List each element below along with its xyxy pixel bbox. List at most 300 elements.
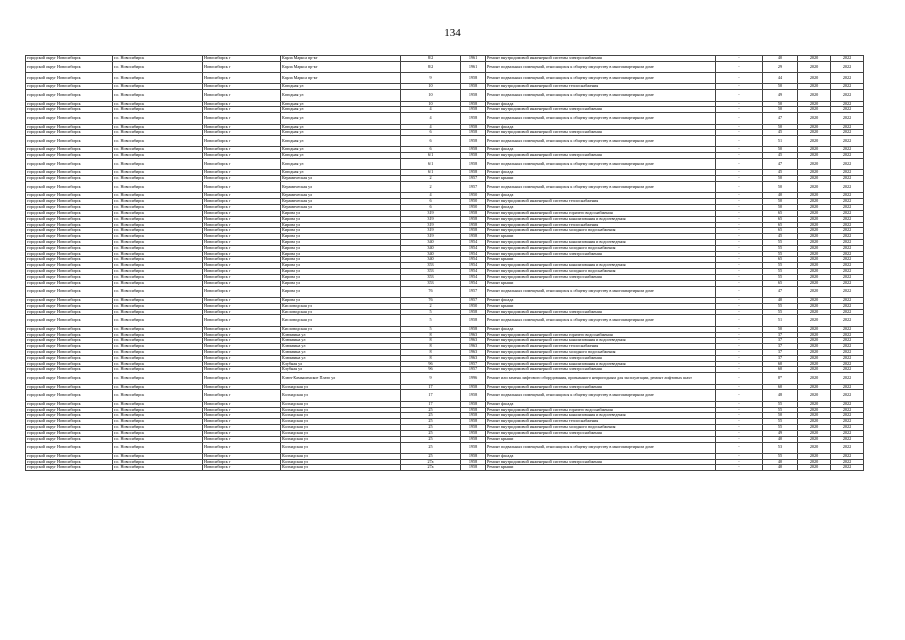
- work-type-cell: Ремонт внутридомовой инженерной системы электроснабжения: [486, 251, 716, 257]
- build-year-cell: 1958: [461, 315, 486, 326]
- wear-percent-cell: 8*: [763, 373, 798, 384]
- start-year-cell: 2020: [798, 401, 831, 407]
- district-cell: городской округ Новосибирск: [26, 101, 113, 107]
- start-year-cell: 2020: [798, 73, 831, 84]
- start-year-cell: 2020: [798, 297, 831, 303]
- work-type-cell: Ремонт внутридомовой инженерной системы электроснабжения: [486, 430, 716, 436]
- wear-percent-cell: 65: [763, 280, 798, 286]
- house-number-cell: 4: [401, 124, 461, 130]
- house-number-cell: 2: [401, 176, 461, 182]
- dash-cell: -: [716, 73, 763, 84]
- city-cell: Новосибирск г: [203, 251, 281, 257]
- city-cell: Новосибирск г: [203, 234, 281, 240]
- build-year-cell: 1950: [461, 193, 486, 199]
- end-year-cell: 2022: [831, 436, 864, 442]
- district-cell: городской округ Новосибирск: [26, 326, 113, 332]
- city-cell: Новосибирск г: [203, 101, 281, 107]
- end-year-cell: 2022: [831, 459, 864, 465]
- municipality-cell: г.о. Новосибирск: [113, 407, 203, 413]
- house-number-cell: 25: [401, 430, 461, 436]
- build-year-cell: 1958: [461, 90, 486, 101]
- dash-cell: -: [716, 107, 763, 113]
- municipality-cell: г.о. Новосибирск: [113, 459, 203, 465]
- work-type-cell: Ремонт подвальных помещений, относящихся к общему имуществу в многоквартирном доме: [486, 442, 716, 453]
- street-cell: Катодная ул: [281, 159, 401, 170]
- municipality-cell: г.о. Новосибирск: [113, 355, 203, 361]
- end-year-cell: 2022: [831, 182, 864, 193]
- start-year-cell: 2020: [798, 101, 831, 107]
- start-year-cell: 2020: [798, 159, 831, 170]
- start-year-cell: 2020: [798, 130, 831, 136]
- city-cell: Новосибирск г: [203, 390, 281, 401]
- wear-percent-cell: 55: [763, 453, 798, 459]
- house-number-cell: 76: [401, 286, 461, 297]
- street-cell: Ключ-Камышенское Плато ул: [281, 373, 401, 384]
- work-type-cell: Ремонт фасада: [486, 205, 716, 211]
- street-cell: Колхидская ул: [281, 459, 401, 465]
- district-cell: городской округ Новосибирск: [26, 153, 113, 159]
- wear-percent-cell: 51: [763, 315, 798, 326]
- build-year-cell: 1958: [461, 147, 486, 153]
- table-row: [26, 442, 864, 453]
- work-type-cell: Ремонт фасада: [486, 124, 716, 130]
- work-type-cell: Ремонт подвальных помещений, относящихся к общему имуществу в многоквартирном доме: [486, 390, 716, 401]
- build-year-cell: 1958: [461, 107, 486, 113]
- table-row: [26, 61, 864, 72]
- dash-cell: -: [716, 90, 763, 101]
- street-cell: Кирова ул: [281, 269, 401, 275]
- end-year-cell: 2022: [831, 239, 864, 245]
- start-year-cell: 2020: [798, 222, 831, 228]
- start-year-cell: 2020: [798, 56, 831, 62]
- wear-percent-cell: 40: [763, 193, 798, 199]
- street-cell: Колхидская ул: [281, 419, 401, 425]
- district-cell: городской округ Новосибирск: [26, 419, 113, 425]
- municipality-cell: г.о. Новосибирск: [113, 419, 203, 425]
- district-cell: городской округ Новосибирск: [26, 344, 113, 350]
- dash-cell: -: [716, 459, 763, 465]
- wear-percent-cell: 55: [763, 269, 798, 275]
- street-cell: Катодная ул: [281, 101, 401, 107]
- end-year-cell: 2022: [831, 56, 864, 62]
- city-cell: Новосибирск г: [203, 90, 281, 101]
- end-year-cell: 2022: [831, 222, 864, 228]
- house-number-cell: 319: [401, 216, 461, 222]
- street-cell: Кирова ул: [281, 222, 401, 228]
- dash-cell: -: [716, 153, 763, 159]
- city-cell: Новосибирск г: [203, 425, 281, 431]
- municipality-cell: г.о. Новосибирск: [113, 147, 203, 153]
- dash-cell: -: [716, 407, 763, 413]
- build-year-cell: 1958: [461, 170, 486, 176]
- city-cell: Новосибирск г: [203, 61, 281, 72]
- start-year-cell: 2020: [798, 251, 831, 257]
- start-year-cell: 2020: [798, 361, 831, 367]
- municipality-cell: г.о. Новосибирск: [113, 269, 203, 275]
- work-type-cell: Ремонт внутридомовой инженерной системы электроснабжения: [486, 130, 716, 136]
- street-cell: Керамическая ул: [281, 199, 401, 205]
- start-year-cell: 2020: [798, 367, 831, 373]
- start-year-cell: 2020: [798, 228, 831, 234]
- district-cell: городской округ Новосибирск: [26, 459, 113, 465]
- city-cell: Новосибирск г: [203, 286, 281, 297]
- build-year-cell: 1954: [461, 274, 486, 280]
- end-year-cell: 2022: [831, 147, 864, 153]
- end-year-cell: 2022: [831, 442, 864, 453]
- municipality-cell: г.о. Новосибирск: [113, 245, 203, 251]
- city-cell: Новосибирск г: [203, 136, 281, 147]
- dash-cell: -: [716, 239, 763, 245]
- district-cell: городской округ Новосибирск: [26, 430, 113, 436]
- table-row: [26, 159, 864, 170]
- house-number-cell: 2: [401, 303, 461, 309]
- city-cell: Новосибирск г: [203, 257, 281, 263]
- start-year-cell: 2020: [798, 107, 831, 113]
- house-number-cell: 5: [401, 326, 461, 332]
- street-cell: Катодная ул: [281, 153, 401, 159]
- build-year-cell: 1950: [461, 205, 486, 211]
- municipality-cell: г.о. Новосибирск: [113, 280, 203, 286]
- end-year-cell: 2022: [831, 84, 864, 90]
- work-type-cell: Ремонт внутридомовой инженерной системы электроснабжения: [486, 367, 716, 373]
- house-number-cell: 353: [401, 263, 461, 269]
- end-year-cell: 2022: [831, 303, 864, 309]
- dash-cell: -: [716, 303, 763, 309]
- start-year-cell: 2020: [798, 113, 831, 124]
- municipality-cell: г.о. Новосибирск: [113, 390, 203, 401]
- build-year-cell: 1950: [461, 199, 486, 205]
- work-type-cell: Ремонт фасада: [486, 170, 716, 176]
- wear-percent-cell: 50: [763, 199, 798, 205]
- start-year-cell: 2020: [798, 407, 831, 413]
- end-year-cell: 2022: [831, 309, 864, 315]
- house-number-cell: 25: [401, 453, 461, 459]
- end-year-cell: 2022: [831, 170, 864, 176]
- house-number-cell: 25: [401, 442, 461, 453]
- house-number-cell: 25: [401, 413, 461, 419]
- end-year-cell: 2022: [831, 193, 864, 199]
- table-row: [26, 390, 864, 401]
- end-year-cell: 2022: [831, 350, 864, 356]
- house-number-cell: 353: [401, 280, 461, 286]
- district-cell: городской округ Новосибирск: [26, 199, 113, 205]
- dash-cell: -: [716, 309, 763, 315]
- city-cell: Новосибирск г: [203, 239, 281, 245]
- build-year-cell: 1958: [461, 234, 486, 240]
- end-year-cell: 2022: [831, 176, 864, 182]
- street-cell: Керамическая ул: [281, 176, 401, 182]
- city-cell: Новосибирск г: [203, 170, 281, 176]
- dash-cell: -: [716, 61, 763, 72]
- city-cell: Новосибирск г: [203, 309, 281, 315]
- dash-cell: -: [716, 130, 763, 136]
- build-year-cell: 1957: [461, 176, 486, 182]
- municipality-cell: г.о. Новосибирск: [113, 257, 203, 263]
- street-cell: Колхидская ул: [281, 442, 401, 453]
- house-number-cell: 340: [401, 239, 461, 245]
- work-type-cell: Ремонт крыши: [486, 465, 716, 471]
- start-year-cell: 2020: [798, 303, 831, 309]
- wear-percent-cell: 29: [763, 61, 798, 72]
- start-year-cell: 2020: [798, 315, 831, 326]
- house-number-cell: 4: [401, 113, 461, 124]
- start-year-cell: 2020: [798, 257, 831, 263]
- street-cell: Кирова ул: [281, 257, 401, 263]
- start-year-cell: 2020: [798, 390, 831, 401]
- city-cell: Новосибирск г: [203, 419, 281, 425]
- wear-percent-cell: 55: [763, 303, 798, 309]
- city-cell: Новосибирск г: [203, 344, 281, 350]
- district-cell: городской округ Новосибирск: [26, 442, 113, 453]
- district-cell: городской округ Новосибирск: [26, 263, 113, 269]
- city-cell: Новосибирск г: [203, 303, 281, 309]
- work-type-cell: Ремонт крыши: [486, 176, 716, 182]
- start-year-cell: 2020: [798, 355, 831, 361]
- wear-percent-cell: 37: [763, 355, 798, 361]
- dash-cell: -: [716, 136, 763, 147]
- house-number-cell: 319: [401, 234, 461, 240]
- city-cell: Новосибирск г: [203, 355, 281, 361]
- work-type-cell: Ремонт внутридомовой инженерной системы электроснабжения: [486, 153, 716, 159]
- build-year-cell: 1958: [461, 401, 486, 407]
- street-cell: Керамическая ул: [281, 182, 401, 193]
- end-year-cell: 2022: [831, 199, 864, 205]
- work-type-cell: Ремонт подвальных помещений, относящихся к общему имуществу в многоквартирном доме: [486, 159, 716, 170]
- end-year-cell: 2022: [831, 130, 864, 136]
- build-year-cell: 1963: [461, 344, 486, 350]
- dash-cell: -: [716, 210, 763, 216]
- end-year-cell: 2022: [831, 419, 864, 425]
- city-cell: Новосибирск г: [203, 205, 281, 211]
- wear-percent-cell: 55: [763, 245, 798, 251]
- city-cell: Новосибирск г: [203, 84, 281, 90]
- district-cell: городской округ Новосибирск: [26, 384, 113, 390]
- street-cell: Колхидская ул: [281, 384, 401, 390]
- house-number-cell: 10: [401, 84, 461, 90]
- build-year-cell: 1958: [461, 425, 486, 431]
- district-cell: городской округ Новосибирск: [26, 56, 113, 62]
- street-cell: Клубная ул: [281, 367, 401, 373]
- end-year-cell: 2022: [831, 315, 864, 326]
- end-year-cell: 2022: [831, 355, 864, 361]
- wear-percent-cell: 48: [763, 390, 798, 401]
- end-year-cell: 2022: [831, 361, 864, 367]
- house-number-cell: 4: [401, 107, 461, 113]
- municipality-cell: г.о. Новосибирск: [113, 263, 203, 269]
- city-cell: Новосибирск г: [203, 361, 281, 367]
- district-cell: городской округ Новосибирск: [26, 239, 113, 245]
- municipality-cell: г.о. Новосибирск: [113, 61, 203, 72]
- build-year-cell: 1958: [461, 84, 486, 90]
- house-number-cell: 4: [401, 193, 461, 199]
- dash-cell: -: [716, 326, 763, 332]
- district-cell: городской округ Новосибирск: [26, 297, 113, 303]
- dash-cell: -: [716, 315, 763, 326]
- dash-cell: -: [716, 390, 763, 401]
- house-number-cell: 8: [401, 332, 461, 338]
- end-year-cell: 2022: [831, 297, 864, 303]
- house-number-cell: 6: [401, 199, 461, 205]
- municipality-cell: г.о. Новосибирск: [113, 274, 203, 280]
- work-type-cell: Ремонт внутридомовой инженерной системы холодного водоснабжения: [486, 350, 716, 356]
- district-cell: городской округ Новосибирск: [26, 367, 113, 373]
- district-cell: городской округ Новосибирск: [26, 136, 113, 147]
- start-year-cell: 2020: [798, 153, 831, 159]
- end-year-cell: 2022: [831, 344, 864, 350]
- wear-percent-cell: 65: [763, 222, 798, 228]
- city-cell: Новосибирск г: [203, 332, 281, 338]
- district-cell: городской округ Новосибирск: [26, 407, 113, 413]
- end-year-cell: 2022: [831, 280, 864, 286]
- start-year-cell: 2020: [798, 61, 831, 72]
- street-cell: Катодная ул: [281, 90, 401, 101]
- city-cell: Новосибирск г: [203, 228, 281, 234]
- work-type-cell: Ремонт внутридомовой инженерной системы канализования и водоотведения: [486, 216, 716, 222]
- end-year-cell: 2022: [831, 373, 864, 384]
- street-cell: Колхидская ул: [281, 425, 401, 431]
- street-cell: Катодная ул: [281, 124, 401, 130]
- build-year-cell: 1958: [461, 309, 486, 315]
- start-year-cell: 2020: [798, 419, 831, 425]
- house-number-cell: 17: [401, 390, 461, 401]
- start-year-cell: 2020: [798, 147, 831, 153]
- house-number-cell: 319: [401, 210, 461, 216]
- start-year-cell: 2020: [798, 90, 831, 101]
- district-cell: городской округ Новосибирск: [26, 107, 113, 113]
- dash-cell: -: [716, 373, 763, 384]
- page-number: 134: [444, 27, 461, 39]
- municipality-cell: г.о. Новосибирск: [113, 216, 203, 222]
- start-year-cell: 2020: [798, 309, 831, 315]
- street-cell: Колхидская ул: [281, 453, 401, 459]
- district-cell: городской округ Новосибирск: [26, 245, 113, 251]
- start-year-cell: 2020: [798, 182, 831, 193]
- build-year-cell: 1954: [461, 263, 486, 269]
- start-year-cell: 2020: [798, 338, 831, 344]
- dash-cell: -: [716, 332, 763, 338]
- house-number-cell: 9: [401, 373, 461, 384]
- city-cell: Новосибирск г: [203, 367, 281, 373]
- dash-cell: -: [716, 425, 763, 431]
- municipality-cell: г.о. Новосибирск: [113, 101, 203, 107]
- municipality-cell: г.о. Новосибирск: [113, 170, 203, 176]
- work-type-cell: Ремонт внутридомовой инженерной системы теплоснабжения: [486, 222, 716, 228]
- end-year-cell: 2022: [831, 124, 864, 130]
- municipality-cell: г.о. Новосибирск: [113, 251, 203, 257]
- start-year-cell: 2020: [798, 326, 831, 332]
- wear-percent-cell: 53: [763, 442, 798, 453]
- dash-cell: -: [716, 216, 763, 222]
- municipality-cell: г.о. Новосибирск: [113, 199, 203, 205]
- table-body: [26, 56, 864, 471]
- house-number-cell: 6: [401, 130, 461, 136]
- work-type-cell: Ремонт внутридомовой инженерной системы горячего водоснабжения: [486, 210, 716, 216]
- work-type-cell: Ремонт крыши: [486, 436, 716, 442]
- street-cell: Клюквина ул: [281, 355, 401, 361]
- house-number-cell: 6: [401, 147, 461, 153]
- city-cell: Новосибирск г: [203, 274, 281, 280]
- street-cell: Клюквина ул: [281, 338, 401, 344]
- work-type-cell: Ремонт внутридомовой инженерной системы холодного водоснабжения: [486, 228, 716, 234]
- municipality-cell: г.о. Новосибирск: [113, 73, 203, 84]
- build-year-cell: 1958: [461, 413, 486, 419]
- work-type-cell: Ремонт крыши: [486, 280, 716, 286]
- municipality-cell: г.о. Новосибирск: [113, 338, 203, 344]
- build-year-cell: 1958: [461, 130, 486, 136]
- build-year-cell: 1958: [461, 73, 486, 84]
- municipality-cell: г.о. Новосибирск: [113, 442, 203, 453]
- start-year-cell: 2020: [798, 263, 831, 269]
- start-year-cell: 2020: [798, 465, 831, 471]
- wear-percent-cell: 51: [763, 136, 798, 147]
- start-year-cell: 2020: [798, 384, 831, 390]
- city-cell: Новосибирск г: [203, 297, 281, 303]
- house-number-cell: 96: [401, 367, 461, 373]
- dash-cell: -: [716, 430, 763, 436]
- municipality-cell: г.о. Новосибирск: [113, 176, 203, 182]
- street-cell: Катодная ул: [281, 130, 401, 136]
- dash-cell: -: [716, 147, 763, 153]
- wear-percent-cell: 40: [763, 436, 798, 442]
- end-year-cell: 2022: [831, 407, 864, 413]
- work-type-cell: Ремонт внутридомовой инженерной системы канализования и водоотведения: [486, 239, 716, 245]
- build-year-cell: 1958: [461, 430, 486, 436]
- district-cell: городской округ Новосибирск: [26, 315, 113, 326]
- end-year-cell: 2022: [831, 274, 864, 280]
- wear-percent-cell: 50: [763, 413, 798, 419]
- city-cell: Новосибирск г: [203, 245, 281, 251]
- house-number-cell: 25: [401, 425, 461, 431]
- house-number-cell: 6/1: [401, 153, 461, 159]
- dash-cell: -: [716, 170, 763, 176]
- municipality-cell: г.о. Новосибирск: [113, 84, 203, 90]
- district-cell: городской округ Новосибирск: [26, 159, 113, 170]
- wear-percent-cell: 55: [763, 425, 798, 431]
- start-year-cell: 2020: [798, 84, 831, 90]
- work-type-cell: Ремонт фасада: [486, 147, 716, 153]
- start-year-cell: 2020: [798, 176, 831, 182]
- municipality-cell: г.о. Новосибирск: [113, 107, 203, 113]
- city-cell: Новосибирск г: [203, 459, 281, 465]
- build-year-cell: 1954: [461, 251, 486, 257]
- build-year-cell: 1958: [461, 153, 486, 159]
- work-type-cell: Ремонт внутридомовой инженерной системы электроснабжения: [486, 274, 716, 280]
- house-number-cell: 319: [401, 222, 461, 228]
- end-year-cell: 2022: [831, 228, 864, 234]
- house-number-cell: 8: [401, 355, 461, 361]
- city-cell: Новосибирск г: [203, 269, 281, 275]
- wear-percent-cell: 50: [763, 124, 798, 130]
- city-cell: Новосибирск г: [203, 210, 281, 216]
- dash-cell: -: [716, 384, 763, 390]
- wear-percent-cell: 44: [763, 73, 798, 84]
- city-cell: Новосибирск г: [203, 373, 281, 384]
- wear-percent-cell: 65: [763, 216, 798, 222]
- district-cell: городской округ Новосибирск: [26, 269, 113, 275]
- start-year-cell: 2020: [798, 350, 831, 356]
- city-cell: Новосибирск г: [203, 465, 281, 471]
- build-year-cell: 1961: [461, 61, 486, 72]
- city-cell: Новосибирск г: [203, 130, 281, 136]
- dash-cell: -: [716, 361, 763, 367]
- dash-cell: -: [716, 280, 763, 286]
- house-number-cell: 25: [401, 407, 461, 413]
- municipality-cell: г.о. Новосибирск: [113, 210, 203, 216]
- start-year-cell: 2020: [798, 205, 831, 211]
- build-year-cell: 1958: [461, 216, 486, 222]
- municipality-cell: г.о. Новосибирск: [113, 332, 203, 338]
- end-year-cell: 2022: [831, 257, 864, 263]
